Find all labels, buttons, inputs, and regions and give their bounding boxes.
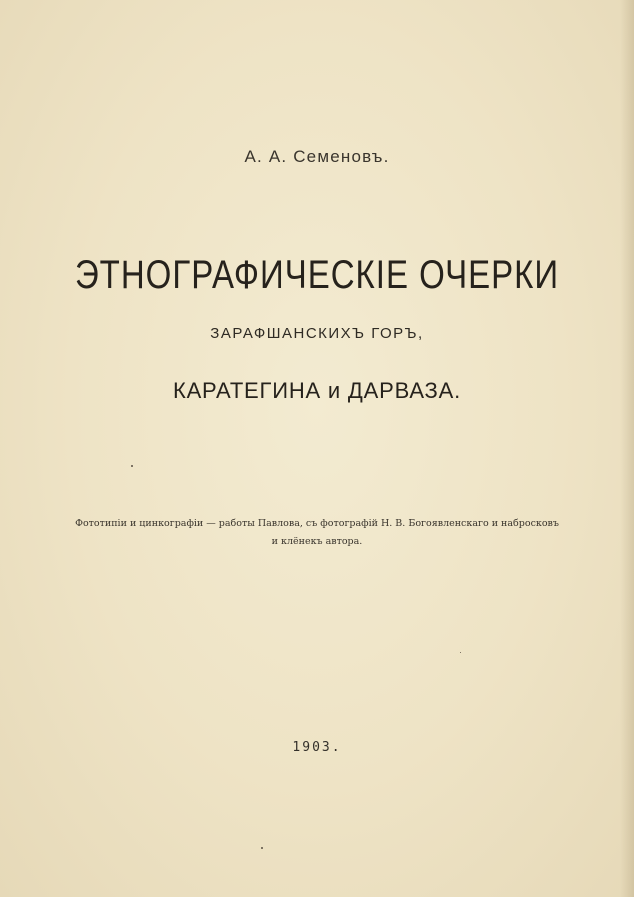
book-subtitle: ЗАРАФШАНСКИХЪ ГОРЪ, bbox=[210, 325, 424, 342]
publication-year: 1903. bbox=[292, 740, 342, 755]
paper-speck bbox=[460, 652, 461, 653]
book-title: ЭТНОГРАФИЧЕСКІЕ ОЧЕРКИ bbox=[74, 252, 560, 297]
book-subtitle-region: КАРАТЕГИНА и ДАРВАЗА. bbox=[172, 378, 462, 403]
credits-line-2: и клёнекъ автора. bbox=[271, 536, 363, 547]
author-name: А. А. Семеновъ. bbox=[244, 147, 390, 166]
page-edge-shadow bbox=[620, 0, 634, 897]
credits-line-1: Фототипіи и цинкографіи — работы Павлова, съ фотографій Н. В. Богоявленскаго и набросковъ bbox=[75, 518, 559, 529]
illustration-credits bbox=[0, 515, 634, 551]
paper-speck bbox=[261, 847, 263, 849]
paper-speck bbox=[131, 465, 133, 467]
